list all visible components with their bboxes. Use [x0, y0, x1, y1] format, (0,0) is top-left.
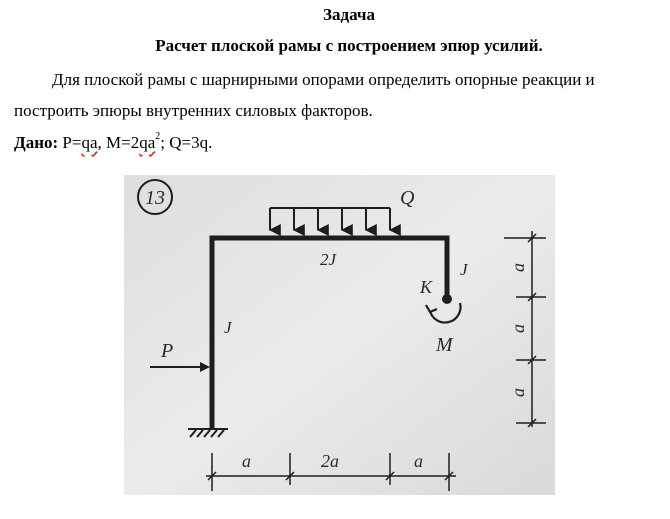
- label-stiffness-left: J: [224, 318, 232, 337]
- photo-background: [124, 175, 555, 495]
- given-p-value: qa: [81, 133, 98, 152]
- frame-diagram-photo: [124, 175, 555, 495]
- label-m: M: [436, 334, 453, 356]
- dim-right-3: a: [508, 388, 528, 397]
- given-data: [14, 133, 212, 153]
- pin-joint-k: [442, 294, 452, 304]
- problem-title: Задача: [323, 5, 375, 24]
- dim-bottom-2: 2a: [321, 451, 339, 471]
- dim-bottom-3: a: [414, 451, 423, 471]
- given-m-exponent: 2: [155, 131, 161, 143]
- problem-subtitle: Расчет плоской рамы с построением эпюр усилий.: [155, 36, 543, 55]
- dim-right-1: a: [508, 263, 528, 272]
- problem-number: 13: [145, 187, 165, 209]
- label-stiffness-top: 2J: [320, 250, 337, 269]
- given-label: Дано:: [14, 133, 59, 152]
- label-stiffness-right: J: [460, 260, 468, 279]
- given-p-prefix: P=: [62, 133, 82, 152]
- task-paragraph-line-1: Для плоской рамы с шарнирными опорами определить опорные реакции и: [52, 70, 595, 89]
- label-q: Q: [400, 187, 415, 209]
- dim-bottom-1: a: [242, 451, 251, 471]
- label-p: P: [161, 340, 174, 362]
- given-m-prefix: , M=2: [97, 133, 140, 152]
- given-m-value: qa: [139, 133, 156, 152]
- given-q-part: ; Q=3q.: [160, 133, 213, 152]
- task-paragraph-line-2: построить эпюры внутренних силовых факторов.: [14, 101, 373, 120]
- dim-right-2: a: [508, 324, 528, 333]
- label-k: K: [420, 277, 433, 297]
